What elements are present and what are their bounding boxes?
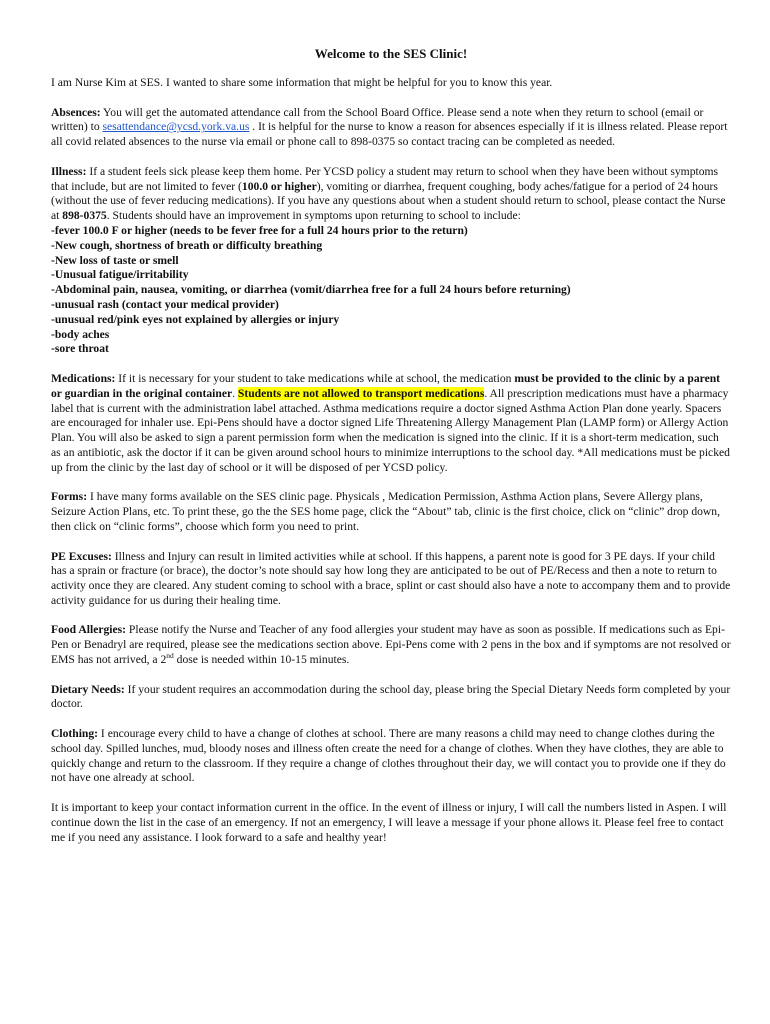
list-item: -New loss of taste or smell bbox=[51, 253, 179, 267]
pe-heading: PE Excuses: bbox=[51, 549, 112, 563]
list-item: -body aches bbox=[51, 327, 110, 341]
medications-heading: Medications: bbox=[51, 371, 116, 385]
forms-section bbox=[51, 490, 731, 534]
medications-text-2: . bbox=[232, 386, 238, 400]
food-allergies-heading: Food Allergies: bbox=[51, 623, 127, 637]
medications-text-1: If it is necessary for your student to take medications while at school, the medication bbox=[115, 371, 515, 385]
food-allergies-section bbox=[51, 623, 731, 667]
attendance-email-link[interactable]: sesattendance@ycsd.york.va.us bbox=[102, 120, 250, 134]
forms-heading: Forms: bbox=[51, 490, 88, 504]
document-body bbox=[51, 46, 731, 860]
page-title: Welcome to the SES Clinic! bbox=[314, 46, 468, 61]
dietary-heading: Dietary Needs: bbox=[51, 682, 125, 696]
list-item: -sore throat bbox=[51, 342, 109, 356]
pe-text: Illness and Injury can result in limited activities while at school. If this happens, a parent note is good for 3 PE days. If your child has a sprain or fracture (or brace), the doctor’s note should say how long they are anticipated to be out of PE/Recess and then a note to return to activity once they are cleared. Any student coming to school with a brace, splint or cast should also have a note to accompany them and to provide activity guidance for us during their healing time. bbox=[51, 549, 731, 607]
ordinal-suffix: nd bbox=[166, 651, 174, 661]
closing-paragraph: It is important to keep your contact information current in the office. In the event of illness or injury, I will call the numbers listed in Aspen. I will continue down the list in the case of an emergency. If not an emergency, I will leave a message if your phone allows it. Please feel free to contact me if you need any assistance. I look forward to a safe and healthy year! bbox=[51, 801, 727, 844]
intro-paragraph: I am Nurse Kim at SES. I wanted to share some information that might be helpful for you to know this year. bbox=[51, 76, 553, 89]
illness-section bbox=[51, 165, 731, 357]
dietary-section bbox=[51, 683, 731, 713]
forms-text: I have many forms available on the SES clinic page. Physicals , Medication Permission, Asthma Action plans, Severe Allergy plans, Seizure Action Plans, etc. To print these, go the the SES home page, click the “About” tab, clinic is the first choice, click on “clinic” drop down, then click on “clinic forms”, choose which form you need to print. bbox=[51, 490, 720, 533]
clothing-section bbox=[51, 727, 731, 786]
illness-heading: Illness: bbox=[51, 164, 87, 178]
pe-section bbox=[51, 550, 731, 609]
medications-text-3: . All prescription medications must have a pharmacy label that is current with the administration label attached. Asthma medications require a doctor signed Asthma Action Plan done yearly. Spacers are encouraged for inhaler use. Epi-Pens should have a doctor signed Life Threatening Allergy Management Plan (LAMP form) or Allergy Action Plan. You will also be asked to sign a parent permission form when the medication is signed into the clinic. If it is a short-term medication, such as an antibiotic, ask the doctor if it can be given around school hours to minimize interruptions to the school day. *All medications must be picked up from the clinic by the last day of school or it will be disposed of per YCSD policy. bbox=[51, 386, 730, 474]
highlighted-rule: Students are not allowed to transport medications bbox=[237, 386, 485, 400]
list-item: -New cough, shortness of breath or difficulty breathing bbox=[51, 238, 323, 252]
illness-text-1: If a student feels sick please keep them home. Per YCSD policy a student may return to school when they have been without symptoms that include, but are not limited to fever ( bbox=[51, 164, 719, 193]
list-item: -fever 100.0 F or higher (needs to be fever free for a full 24 hours prior to the return) bbox=[51, 223, 468, 237]
list-item: -unusual rash (contact your medical provider) bbox=[51, 297, 279, 311]
food-text-2: dose is needed within 10-15 minutes. bbox=[173, 653, 350, 667]
food-text-1: Please notify the Nurse and Teacher of any food allergies your student may have as soon as possible. If medications such as Epi-Pen or Benadryl are required, please see the medications section above. Epi-Pens come with 2 pens in the box and if symptoms are not resolved or EMS has not arrived, a 2 bbox=[51, 623, 731, 667]
illness-text-2: ), vomiting or diarrhea, frequent coughing, body aches/fatigue for a period of 24 hours (without the use of fever reducing medications). If you have any questions about when a student should return to school, please contact the Nurse at bbox=[51, 179, 726, 223]
symptom-list bbox=[51, 224, 731, 357]
clothing-text: I encourage every child to have a change of clothes at school. There are many reasons a child may need to change clothes during the school day. Spilled lunches, mud, bloody noses and illness often create the need for a change of clothes. When they have clothes, they are able to quickly change and return to the classroom. If they require a change of clothes throughout their day, we will contact you to provide one if they do not have one already at school. bbox=[51, 727, 726, 785]
illness-text-3: . Students should have an improvement in symptoms upon returning to school to include: bbox=[106, 209, 521, 223]
medications-section bbox=[51, 372, 731, 476]
dietary-text: If your student requires an accommodation during the school day, please bring the Special Dietary Needs form completed by your doctor. bbox=[51, 682, 731, 711]
list-item: -Unusual fatigue/irritability bbox=[51, 268, 189, 282]
nurse-phone: 898-0375 bbox=[62, 209, 107, 223]
medications-bold-rule: must be provided to the clinic by a parent or guardian in the original container bbox=[51, 371, 721, 400]
absences-text-1: You will get the automated attendance call from the School Board Office. Please send a note when they return to school (email or written) to bbox=[51, 105, 704, 134]
absences-section bbox=[51, 106, 731, 150]
fever-threshold: 100.0 or higher bbox=[241, 179, 317, 193]
list-item: -Abdominal pain, nausea, vomiting, or diarrhea (vomit/diarrhea free for a full 24 hours before returning) bbox=[51, 283, 571, 297]
clothing-heading: Clothing: bbox=[51, 727, 99, 741]
illness-paragraph bbox=[51, 165, 731, 224]
absences-heading: Absences: bbox=[51, 105, 101, 119]
absences-text-2: . It is helpful for the nurse to know a reason for absences especially if it is illness related. Please report all covid related absences to the nurse via email or phone call to 898-0375 so contact tracing can be completed as needed. bbox=[51, 120, 728, 149]
list-item: -unusual red/pink eyes not explained by allergies or injury bbox=[51, 312, 340, 326]
